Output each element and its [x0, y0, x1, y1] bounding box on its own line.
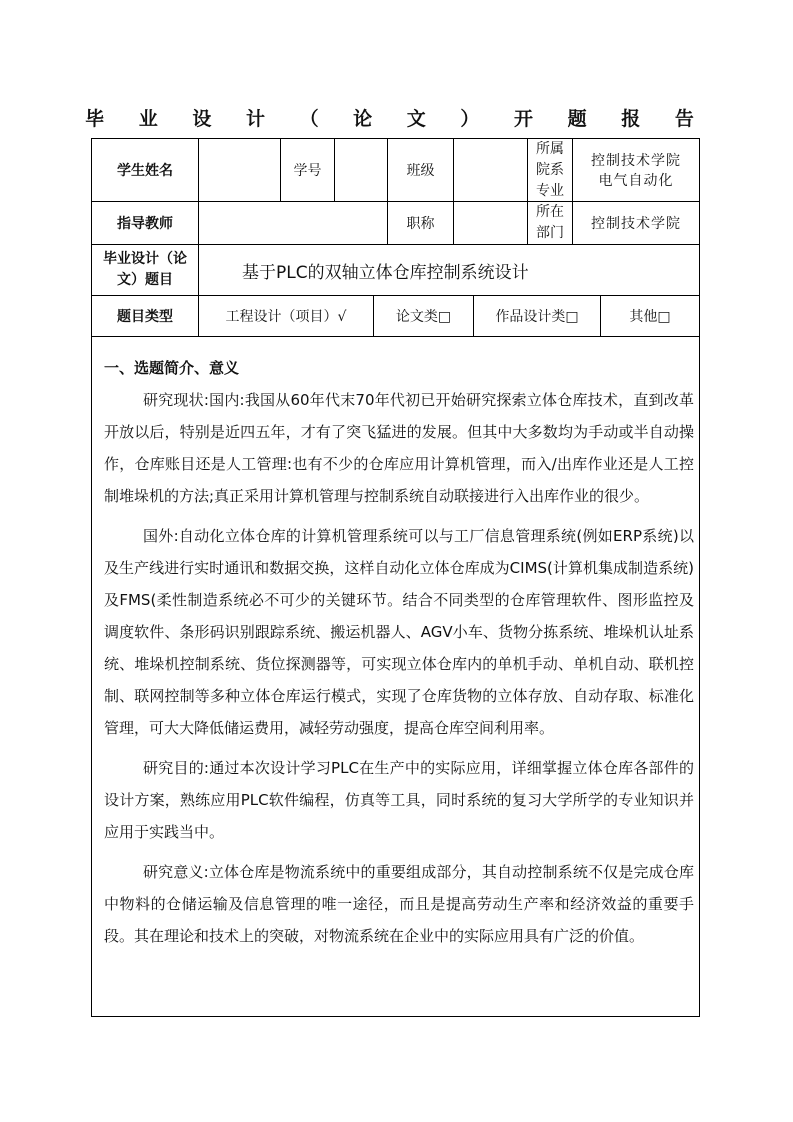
topic-type-row [92, 296, 699, 337]
department-line-2: 电气自动化 [598, 173, 674, 189]
type-option-engineering[interactable]: 工程设计（项目）√ [199, 296, 374, 336]
type-option-work-design[interactable]: 作品设计类□ [474, 296, 601, 336]
location-value: 控制技术学院 [591, 216, 681, 232]
type-option-thesis[interactable]: 论文类□ [374, 296, 474, 336]
class-field[interactable] [454, 139, 528, 201]
section-heading: 一、选题简介、意义 [104, 359, 240, 377]
advisor-row [92, 202, 699, 245]
department-line-1: 控制技术学院 [591, 153, 681, 169]
report-form [91, 138, 700, 1017]
paragraph-foreign-status: 国外:自动化立体仓库的计算机管理系统可以与工厂信息管理系统(例如ERP系统)以及生产线进行实时通讯和数据交换，这样自动化立体仓库成为CIMS(计算机集成制造系统)及FMS(柔性制造系统必不可少的关键环节。结合不同类型的仓库管理软件、图形监控及调度软件、条形码识别跟踪系统、搬运机器人、AGV小车、货物分拣系统、堆垛机认址系统、堆垛机控制系统、货位探测器等，可实现立体仓库内的单机手动、单机自动、联机控制、联网控制等多种立体仓库运行模式，实现了仓库货物的立体存放、自动存取、标准化管理，可大大降低储运费用，减轻劳动强度，提高仓库空间利用率。 [104, 527, 694, 737]
paragraph-research-significance: 研究意义:立体仓库是物流系统中的重要组成部分，其自动控制系统不仅是完成仓库中物料的仓储运输及信息管理的唯一途径，而且是提高劳动生产率和经济效益的重要手段。其在理论和技术上的突破，对物流系统在企业中的实际应用具有广泛的价值。 [104, 863, 694, 945]
student-name-field[interactable] [199, 139, 281, 201]
topic-value[interactable]: 基于PLC的双轴立体仓库控制系统设计 [242, 262, 529, 283]
student-name-label: 学生姓名 [92, 139, 199, 201]
student-id-field[interactable] [335, 139, 388, 201]
student-id-label: 学号 [281, 139, 335, 201]
paragraph-research-purpose: 研究目的:通过本次设计学习PLC在生产中的实际应用，详细掌握立体仓库各部件的设计方案，熟练应用PLC软件编程，仿真等工具，同时系统的复习大学所学的专业知识并应用于实践当中。 [104, 759, 694, 841]
advisor-label: 指导教师 [92, 202, 199, 244]
student-info-row [92, 139, 699, 202]
rank-label: 职称 [388, 202, 454, 244]
topic-introduction [104, 352, 694, 952]
advisor-field[interactable] [199, 202, 388, 244]
topic-label: 毕业设计（论文）题目 [92, 245, 199, 295]
paragraph-domestic-status: 研究现状:国内:我国从60年代末70年代初已开始研究探索立体仓库技术，直到改革开放以后，特别是近四五年，才有了突飞猛进的发展。但其中大多数均为手动或半自动操作，仓库账目还是人工管理:也有不少的仓库应用计算机管理，而入/出库作业还是人工控制堆垛机的方法;真正采用计算机管理与控制系统自动联接进行入出库作业的很少。 [104, 391, 694, 505]
class-label: 班级 [388, 139, 454, 201]
page-title: 毕 业 设 计 （ 论 文 ） 开 题 报 告 [85, 108, 708, 130]
topic-row [92, 245, 699, 296]
location-label: 所在部门 [528, 202, 573, 244]
department-label: 所属院系专业 [528, 139, 573, 201]
topic-type-label: 题目类型 [92, 296, 199, 336]
department-value [573, 139, 699, 201]
rank-field[interactable] [454, 202, 528, 244]
type-option-other[interactable]: 其他□ [629, 309, 671, 325]
